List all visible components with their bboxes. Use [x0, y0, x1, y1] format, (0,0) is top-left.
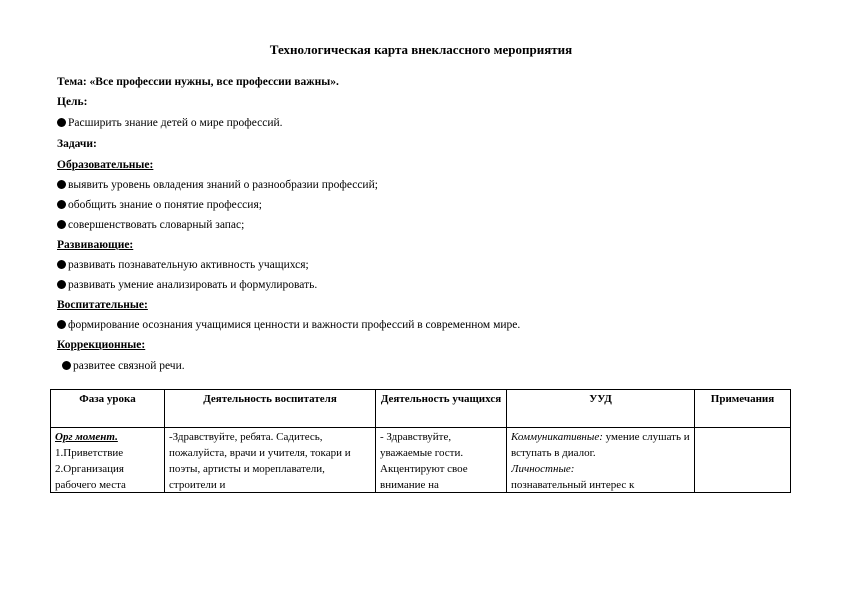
- bullet-icon: [62, 361, 71, 370]
- uud-cell: [507, 428, 695, 493]
- column-header-notes: Примечания: [695, 390, 791, 428]
- uud-communicative-text: умение слушать и вступать в диалог.: [511, 431, 690, 459]
- uud-personal-text: познавательный интерес к: [511, 479, 635, 491]
- table-header-row: [51, 390, 791, 428]
- technology-map-table: [50, 389, 791, 493]
- bullet-icon: [57, 260, 66, 269]
- students-cell: [376, 428, 507, 493]
- goal-item: [57, 117, 283, 129]
- educational-item: [57, 219, 244, 231]
- upbringing-item-text: формирование осознания учащимися ценности и важности профессий в современном мире.: [68, 319, 521, 331]
- phase-item: 2.Организация рабочего места: [55, 463, 126, 491]
- phase-title: Орг момент.: [55, 431, 118, 443]
- developmental-item: [57, 259, 309, 271]
- goal-text: Расширить знание детей о мире профессий.: [68, 117, 283, 129]
- column-header-teacher: Деятельность воспитателя: [165, 390, 376, 428]
- educational-label: Образовательные:: [57, 159, 154, 171]
- bullet-icon: [57, 220, 66, 229]
- column-header-phase: Фаза урока: [51, 390, 165, 428]
- teacher-cell: [165, 428, 376, 493]
- uud-communicative-label: Коммуникативные:: [511, 431, 603, 443]
- educational-item: [57, 179, 378, 191]
- bullet-icon: [57, 200, 66, 209]
- developmental-item-text: развивать познавательную активность учащихся;: [68, 259, 309, 271]
- teacher-text: -Здравствуйте, ребята. Садитесь, пожалуйста, врачи и учителя, токари и поэты, артисты и мореплаватели, строители и: [169, 431, 351, 491]
- upbringing-label: Воспитательные:: [57, 299, 148, 311]
- students-text: - Здравствуйте, уважаемые гости. Акцентируют свое внимание на: [380, 431, 468, 491]
- column-header-uud: УУД: [507, 390, 695, 428]
- table-row: [51, 428, 791, 493]
- developmental-item: [57, 279, 317, 291]
- developmental-item-text: развивать умение анализировать и формулировать.: [68, 279, 318, 291]
- bullet-icon: [57, 180, 66, 189]
- goal-label: Цель:: [57, 96, 88, 108]
- bullet-icon: [57, 118, 66, 127]
- educational-item: [57, 199, 262, 211]
- educational-item-text: обобщить знание о понятие профессия;: [68, 199, 262, 211]
- phase-cell: [51, 428, 165, 493]
- tasks-label: Задачи:: [57, 138, 97, 150]
- educational-item-text: выявить уровень овладения знаний о разнообразии профессий;: [68, 179, 378, 191]
- notes-cell: [695, 428, 791, 493]
- educational-item-text: совершенствовать словарный запас;: [68, 219, 245, 231]
- phase-item: 1.Приветствие: [55, 447, 124, 459]
- bullet-icon: [57, 280, 66, 289]
- correctional-item-text: развитее связной речи.: [73, 360, 185, 372]
- theme-line: Тема: «Все профессии нужны, все профессии важны».: [57, 76, 339, 88]
- uud-personal-label: Личностные:: [511, 463, 575, 475]
- correctional-label: Коррекционные:: [57, 339, 146, 351]
- upbringing-item: [57, 319, 520, 331]
- column-header-students: Деятельность учащихся: [376, 390, 507, 428]
- correctional-item: [62, 360, 185, 372]
- document-title: Технологическая карта внеклассного мероприятия: [269, 42, 573, 57]
- bullet-icon: [57, 320, 66, 329]
- developmental-label: Развивающие:: [57, 239, 134, 251]
